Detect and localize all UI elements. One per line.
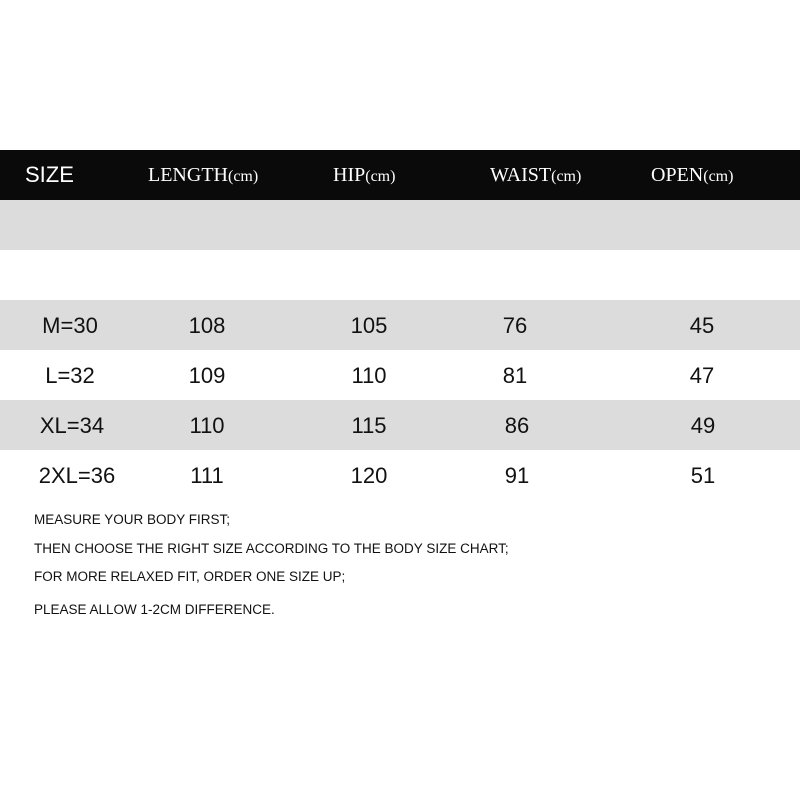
- header-open-label: OPEN: [651, 164, 704, 186]
- empty-grey-band: [0, 200, 800, 250]
- header-waist-label: WAIST: [490, 164, 552, 186]
- header-length-unit: (cm): [227, 168, 259, 185]
- table-row: [0, 450, 800, 500]
- cell-waist: 86: [504, 413, 530, 438]
- note-difference: PLEASE ALLOW 1-2CM DIFFERENCE.: [34, 602, 275, 617]
- note-relaxed-fit: FOR MORE RELAXED FIT, ORDER ONE SIZE UP;: [34, 569, 346, 584]
- cell-size: 2XL=36: [38, 463, 116, 488]
- cell-hip: 120: [350, 463, 388, 488]
- header-size: SIZE: [25, 162, 74, 187]
- header-hip: [333, 150, 395, 200]
- cell-size: XL=34: [39, 413, 105, 438]
- header-waist: [490, 150, 581, 200]
- note-measure: MEASURE YOUR BODY FIRST;: [34, 512, 231, 527]
- table-row: [0, 400, 800, 450]
- cell-size: L=32: [45, 363, 95, 388]
- note-choose-size: THEN CHOOSE THE RIGHT SIZE ACCORDING TO THE BODY SIZE CHART;: [34, 541, 509, 556]
- cell-open: 47: [689, 363, 715, 388]
- cell-length: 111: [190, 463, 224, 488]
- cell-length: 108: [188, 313, 226, 338]
- cell-hip: 105: [350, 313, 388, 338]
- header-open-unit: (cm): [703, 168, 734, 185]
- header-length-label: LENGTH: [148, 164, 228, 186]
- cell-open: 49: [690, 413, 716, 438]
- cell-open: 51: [690, 463, 716, 488]
- cell-waist: 91: [504, 463, 530, 488]
- cell-open: 45: [689, 313, 715, 338]
- cell-hip: 115: [351, 413, 387, 438]
- cell-length: 109: [188, 363, 226, 388]
- cell-waist: 81: [502, 363, 528, 388]
- table-row: [0, 350, 800, 400]
- header-length: [148, 150, 258, 200]
- header-waist-unit: (cm): [551, 168, 582, 185]
- cell-length: 110: [189, 413, 225, 438]
- cell-waist: 76: [502, 313, 528, 338]
- header-hip-unit: (cm): [365, 168, 396, 185]
- cell-hip: 110: [351, 363, 387, 388]
- header-open: [651, 150, 733, 200]
- table-row: [0, 300, 800, 350]
- size-table-header: [0, 150, 800, 200]
- header-hip-label: HIP: [333, 164, 366, 186]
- cell-size: M=30: [42, 313, 98, 338]
